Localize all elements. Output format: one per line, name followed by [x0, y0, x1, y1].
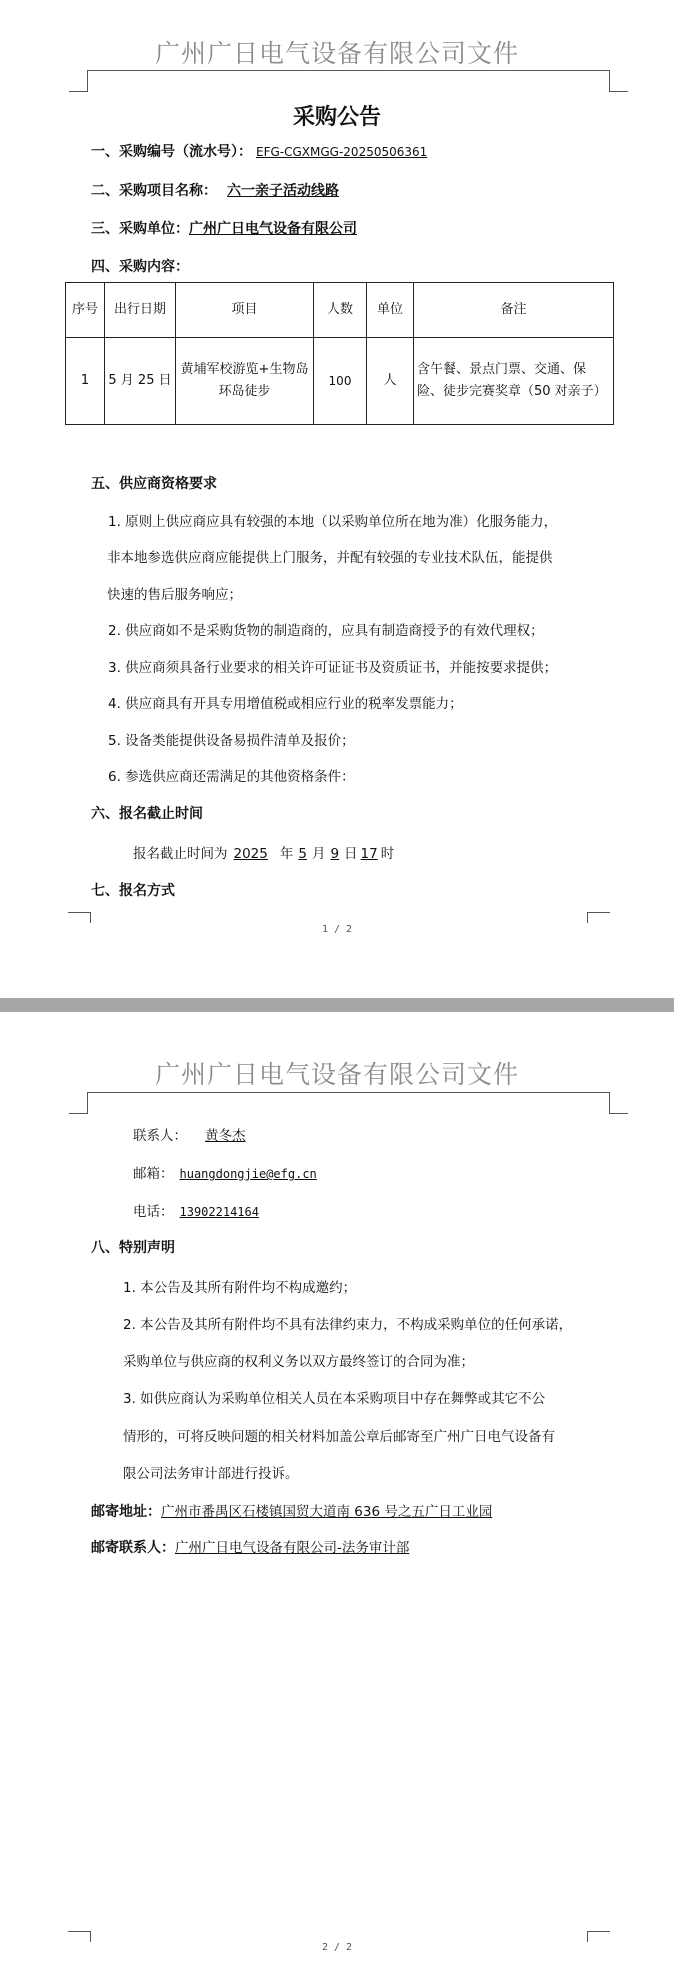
requirement-1-line-3: 快速的售后服务响应； — [107, 587, 242, 603]
mailing-address-label: 邮寄地址： — [91, 1504, 161, 1520]
table-cell: 黄埔军校游览+生物岛环岛徒步 — [176, 338, 314, 425]
deadline-line — [133, 842, 394, 862]
header-rule-hook-right — [610, 1113, 628, 1114]
requirement-6: 6. 参选供应商还需满足的其他资格条件： — [108, 769, 355, 785]
section-6-label: 六、报名截止时间 — [91, 806, 203, 822]
declaration-2-line-2: 采购单位与供应商的权利义务以双方最终签订的合同为准； — [123, 1354, 474, 1370]
requirement-1-line-1: 1. 原则上供应商应具有较强的本地（以采购单位所在地为准）化服务能力， — [108, 514, 558, 530]
requirement-5: 5. 设备类能提供设备易损件清单及报价； — [108, 733, 355, 749]
requirement-4: 4. 供应商具有开具专用增值税或相应行业的税率发票能力； — [108, 696, 463, 712]
table-cell: 1 — [66, 338, 105, 425]
email-address: huangdongjie@efg.cn — [179, 1167, 317, 1181]
table-header-cell: 项目 — [176, 283, 314, 338]
section-2-label: 二、采购项目名称： — [91, 183, 217, 199]
project-name: 六一亲子活动线路 — [227, 183, 339, 199]
header-rule-hook-left — [69, 1113, 87, 1114]
deadline-hour-unit: 时 — [380, 846, 395, 862]
deadline-prefix: 报名截止时间为 — [133, 846, 228, 862]
page-number: 2 / 2 — [321, 1942, 353, 1953]
section-5-label: 五、供应商资格要求 — [91, 476, 217, 492]
header-rule — [87, 1092, 610, 1114]
contact-name: 黄冬杰 — [205, 1128, 246, 1144]
table-header-cell: 人数 — [314, 283, 367, 338]
declaration-1: 1. 本公告及其所有附件均不构成邀约； — [123, 1280, 357, 1296]
header-rule-hook-left — [69, 91, 87, 92]
deadline-year: 2025 — [233, 846, 268, 862]
notice-title: 采购公告 — [292, 105, 381, 130]
table-header-cell: 单位 — [367, 283, 414, 338]
header-rule — [87, 70, 610, 92]
table-cell: 人 — [367, 338, 414, 425]
document-page-2 — [0, 1012, 674, 1983]
contact-label: 联系人： — [133, 1128, 187, 1144]
requirement-2: 2. 供应商如不是采购货物的制造商的，应具有制造商授予的有效代理权； — [108, 623, 544, 639]
page-corner-mark — [587, 912, 610, 923]
section-1-label: 一、采购编号（流水号）： — [91, 144, 252, 160]
page-number: 1 / 2 — [321, 924, 353, 935]
mailing-address-line — [91, 1500, 492, 1521]
section-4 — [91, 256, 189, 276]
phone-number: 13902214164 — [179, 1205, 259, 1219]
table-header-cell: 出行日期 — [105, 283, 176, 338]
table-header-cell: 备注 — [414, 283, 614, 338]
page-corner-mark — [68, 1931, 91, 1942]
page-corner-mark — [587, 1931, 610, 1942]
letterhead-title: 广州广日电气设备有限公司文件 — [154, 1060, 519, 1089]
declaration-3-line-1: 3. 如供应商认为采购单位相关人员在本采购项目中存在舞弊或其它不公 — [123, 1391, 546, 1407]
email-line — [133, 1162, 329, 1182]
table-cell: 含午餐、景点门票、交通、保险、徒步完赛奖章（50 对亲子） — [414, 338, 614, 425]
requirement-3: 3. 供应商须具备行业要求的相关许可证证书及资质证书，并能按要求提供； — [108, 660, 558, 676]
table-row — [66, 338, 614, 425]
mailing-address: 广州市番禺区石楼镇国贸大道南 636 号之五广日工业园 — [161, 1504, 493, 1520]
declaration-3-line-3: 限公司法务审计部进行投诉。 — [123, 1466, 299, 1482]
deadline-day: 9 — [330, 846, 340, 862]
email-label: 邮箱： — [133, 1166, 174, 1182]
header-rule-hook-right — [610, 91, 628, 92]
deadline-year-unit: 年 — [279, 846, 294, 862]
page-separator — [0, 998, 674, 1012]
letterhead-title: 广州广日电气设备有限公司文件 — [154, 39, 519, 68]
section-3-label: 三、采购单位： — [91, 221, 189, 237]
requirement-1-line-2: 非本地参选供应商应能提供上门服务，并配有较强的专业技术队伍，能提供 — [107, 550, 553, 566]
phone-line — [133, 1200, 293, 1220]
table-header-row — [66, 283, 614, 338]
page-corner-mark — [68, 912, 91, 923]
contact-line — [133, 1124, 270, 1144]
purchase-table — [65, 282, 614, 425]
table-cell: 100 — [314, 338, 367, 425]
phone-label: 电话： — [133, 1204, 174, 1220]
deadline-month-unit: 月 — [311, 846, 326, 862]
deadline-month: 5 — [298, 846, 307, 862]
mailing-contact: 广州广日电气设备有限公司-法务审计部 — [175, 1540, 410, 1556]
mailing-contact-label: 邮寄联系人： — [91, 1540, 175, 1556]
section-1 — [91, 141, 431, 161]
deadline-day-unit: 日 — [344, 846, 358, 862]
section-8-label: 八、特别声明 — [91, 1240, 175, 1256]
declaration-3-line-2: 情形的，可将反映问题的相关材料加盖公章后邮寄至广州广日电气设备有 — [123, 1429, 555, 1445]
section-2 — [91, 180, 401, 200]
section-4-label: 四、采购内容： — [91, 259, 189, 275]
mailing-contact-line — [91, 1536, 409, 1557]
purchasing-unit: 广州广日电气设备有限公司 — [189, 221, 357, 237]
section-7-label: 七、报名方式 — [91, 883, 175, 899]
table-cell: 5 月 25 日 — [105, 338, 176, 425]
section-3 — [91, 218, 409, 238]
deadline-hour: 17 — [360, 846, 378, 862]
declaration-2-line-1: 2. 本公告及其所有附件均不具有法律约束力，不构成采购单位的任何承诺， — [123, 1317, 573, 1333]
purchase-number: EFG-CGXMGG-20250506361 — [256, 145, 428, 159]
table-header-cell: 序号 — [66, 283, 105, 338]
